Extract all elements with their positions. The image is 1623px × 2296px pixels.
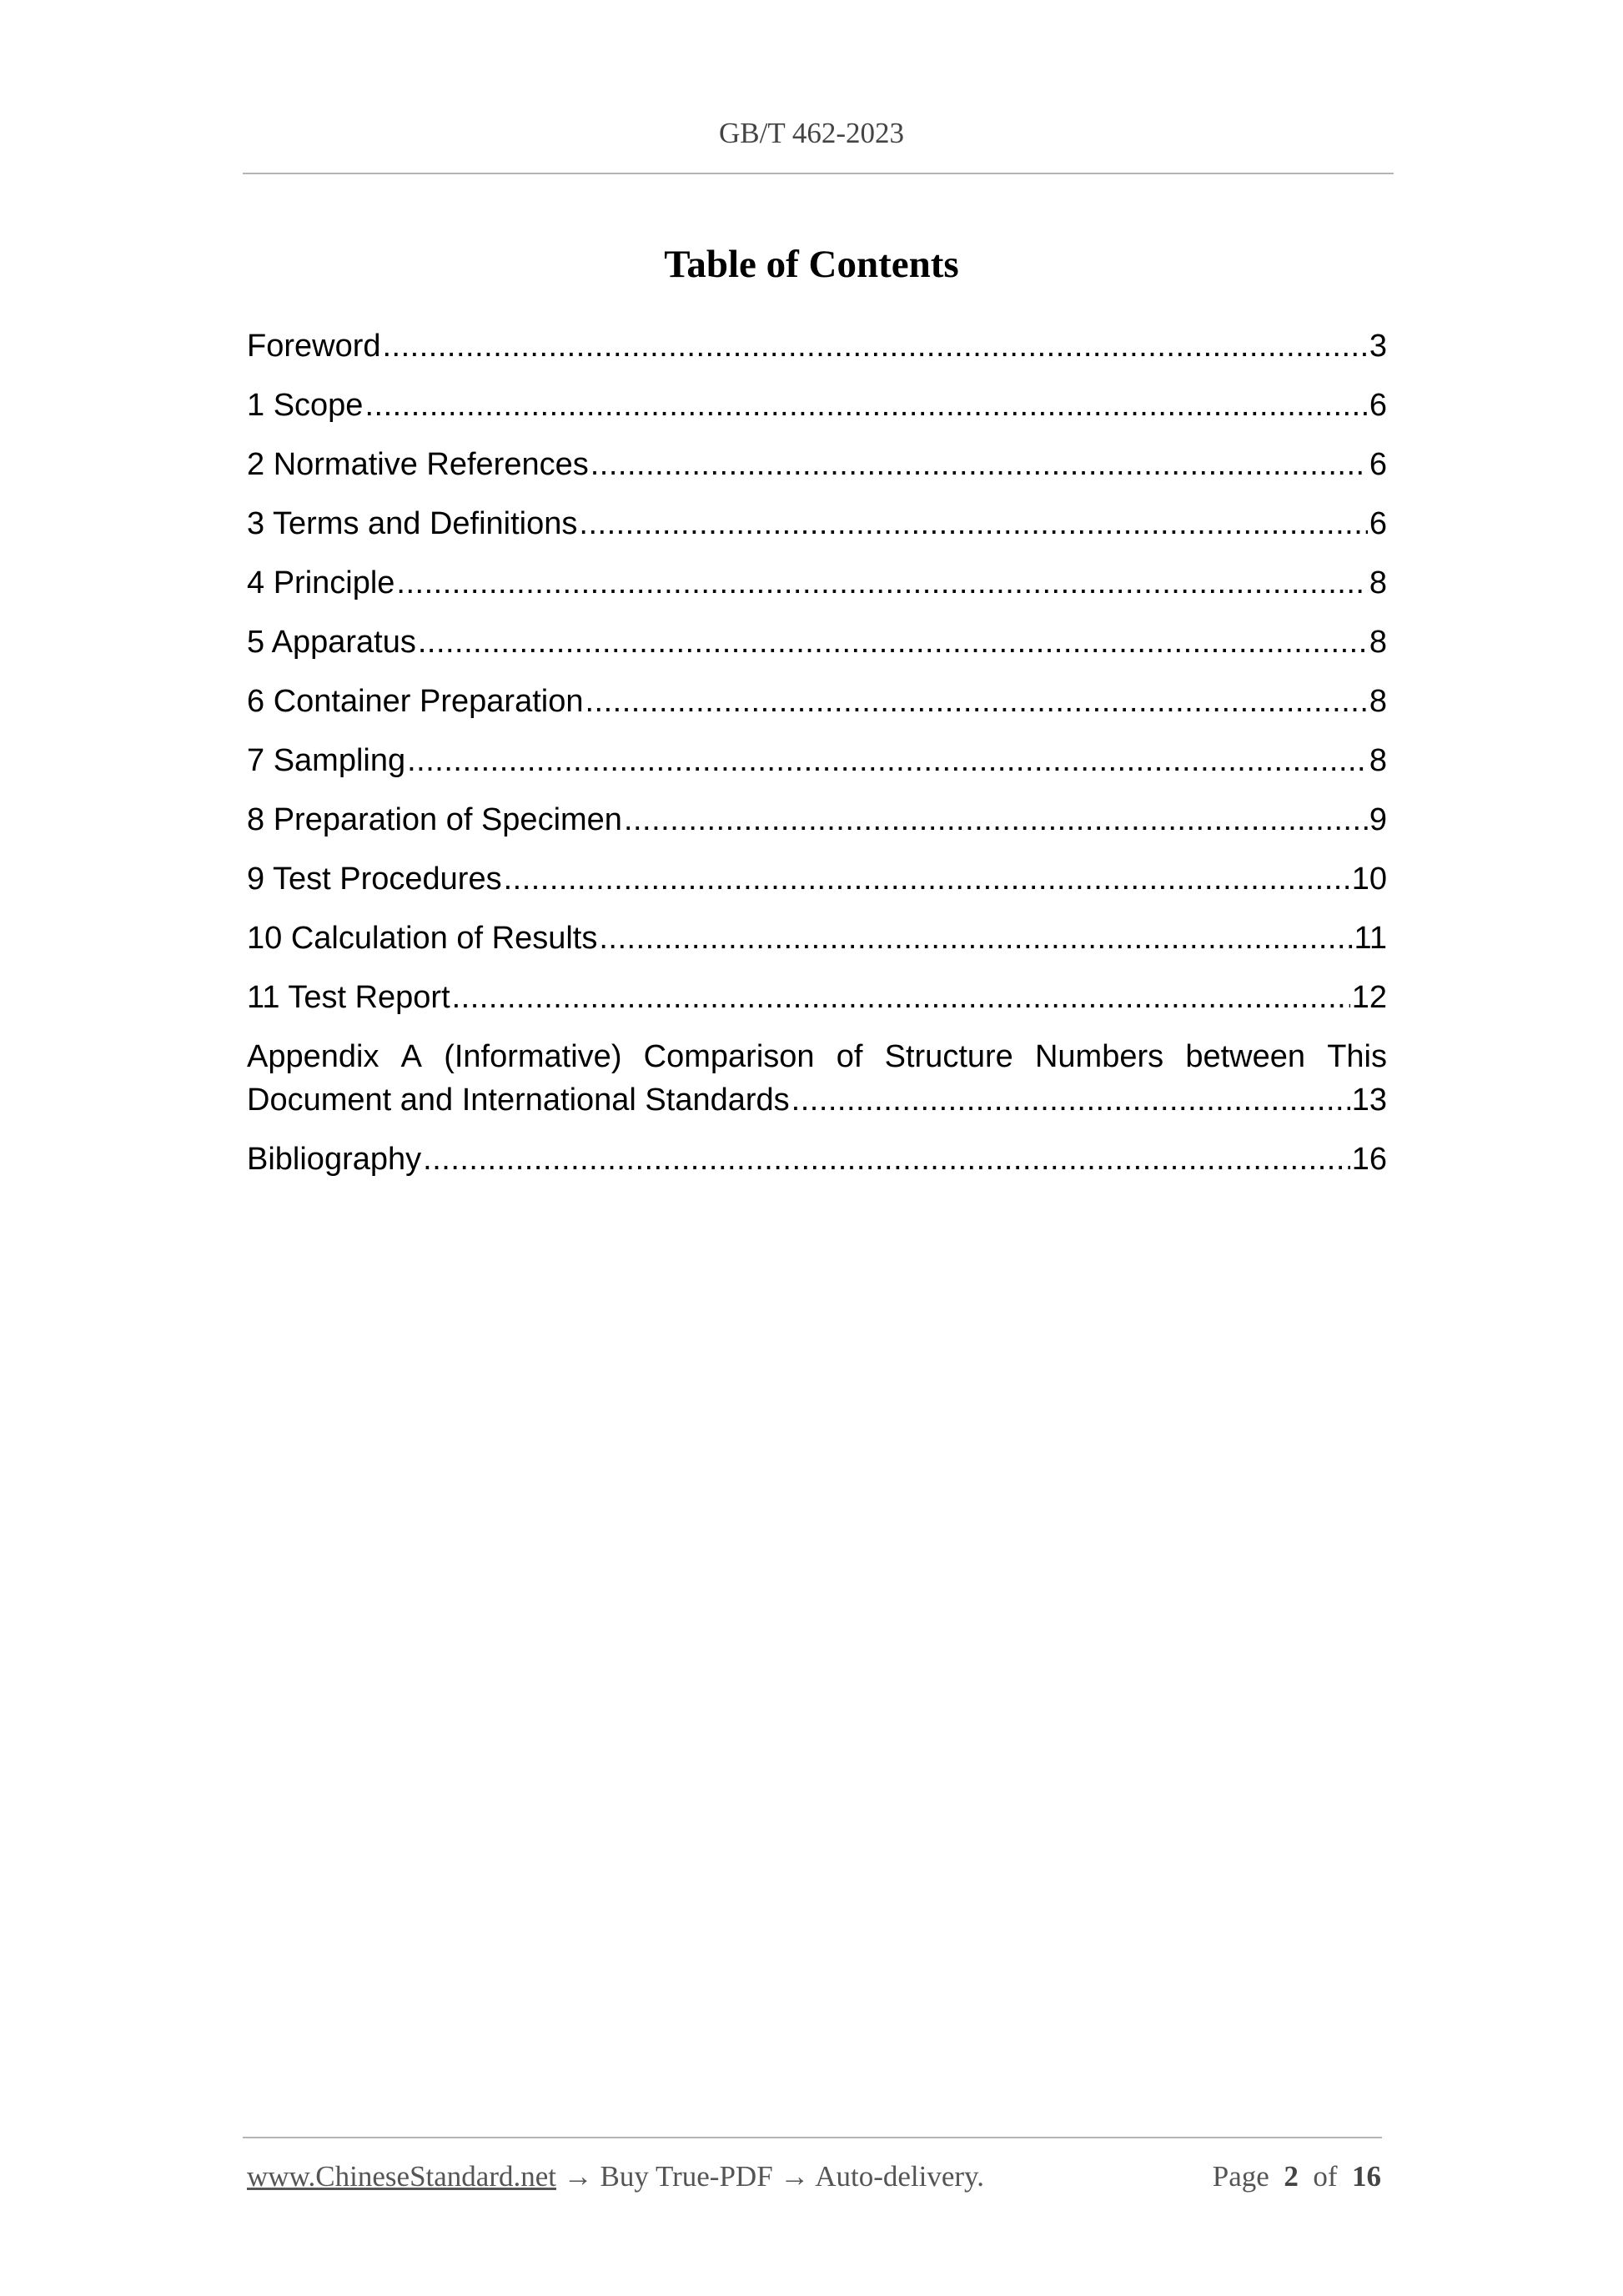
toc-entry-word: Appendix (247, 1039, 379, 1074)
page-footer (247, 2160, 1381, 2193)
dot-leader (396, 561, 1367, 605)
toc-entry-page: 16 (1351, 1142, 1387, 1177)
toc-entry-label: 10 Calculation of Results (247, 921, 598, 956)
toc-entry-page: 8 (1369, 743, 1387, 778)
toc-entry-label: 3 Terms and Definitions (247, 506, 578, 541)
dot-leader (624, 798, 1368, 842)
toc-entry-word: This (1327, 1039, 1387, 1074)
footer-promo (247, 2160, 984, 2193)
dot-leader (590, 443, 1368, 486)
dot-leader (585, 680, 1367, 723)
toc-entry-appendix-a[interactable] (247, 1035, 1387, 1122)
toc-entry-page: 6 (1369, 388, 1387, 423)
toc-entry-word: between (1185, 1039, 1305, 1074)
toc-entry-word: Structure (884, 1039, 1013, 1074)
dot-leader (599, 917, 1352, 960)
dot-leader (407, 739, 1368, 782)
toc-entry-page: 11 (1354, 921, 1387, 956)
toc-entry-test-procedures[interactable] (247, 857, 1387, 901)
toc-entry-page: 13 (1351, 1083, 1387, 1118)
page-header: GB/T 462-2023 (719, 117, 904, 149)
toc-entry-label: 7 Sampling (247, 743, 406, 778)
toc-entry-page: 3 (1369, 329, 1387, 364)
toc-entry-label: Bibliography (247, 1142, 422, 1177)
dot-leader (791, 1078, 1350, 1122)
header-divider (243, 173, 1394, 174)
toc-entry-preparation-of-specimen[interactable] (247, 798, 1387, 842)
toc-entry-label-line2: Document and International Standards (247, 1083, 790, 1118)
toc-entry-page: 8 (1369, 684, 1387, 719)
toc-entry-page: 10 (1351, 862, 1387, 897)
dot-leader (579, 502, 1367, 545)
toc-entry-word: Comparison (643, 1039, 815, 1074)
toc-entry-test-report[interactable] (247, 976, 1387, 1019)
table-of-contents (247, 324, 1387, 1197)
toc-entry-word: A (400, 1039, 423, 1074)
page-current: 2 (1284, 2160, 1299, 2193)
toc-entry-label: 4 Principle (247, 565, 395, 600)
page-of: of (1313, 2160, 1338, 2193)
toc-entry-label: Foreword (247, 329, 381, 364)
toc-entry-bibliography[interactable] (247, 1138, 1387, 1181)
toc-entry-label: 9 Test Procedures (247, 862, 502, 897)
page-prefix: Page (1212, 2160, 1269, 2193)
page-number (1213, 2160, 1381, 2193)
toc-entry-label: 2 Normative References (247, 447, 589, 482)
toc-entry-word: Numbers (1034, 1039, 1164, 1074)
toc-entry-label: 6 Container Preparation (247, 684, 584, 719)
toc-entry-label: 8 Preparation of Specimen (247, 802, 622, 837)
website-link[interactable]: www.ChineseStandard.net (247, 2160, 556, 2193)
toc-entry-page: 6 (1369, 506, 1387, 541)
toc-title: Table of Contents (664, 243, 959, 286)
toc-entry-page: 8 (1369, 625, 1387, 660)
toc-entry-scope[interactable] (247, 384, 1387, 427)
toc-entry-word: of (836, 1039, 863, 1074)
toc-entry-principle[interactable] (247, 561, 1387, 605)
toc-entry-foreword[interactable] (247, 324, 1387, 368)
toc-entry-terms-and-definitions[interactable] (247, 502, 1387, 545)
dot-leader (418, 620, 1368, 664)
footer-tagline: → Buy True-PDF → Auto-delivery. (556, 2160, 985, 2193)
toc-entry-apparatus[interactable] (247, 620, 1387, 664)
page-total: 16 (1352, 2160, 1381, 2193)
toc-entry-label: 1 Scope (247, 388, 364, 423)
toc-entry-page: 12 (1351, 980, 1387, 1015)
toc-entry-label: 11 Test Report (247, 980, 450, 1015)
dot-leader (452, 976, 1350, 1019)
toc-entry-label-line1 (247, 1035, 1387, 1078)
toc-entry-normative-references[interactable] (247, 443, 1387, 486)
dot-leader (504, 857, 1350, 901)
dot-leader (383, 324, 1368, 368)
toc-entry-container-preparation[interactable] (247, 680, 1387, 723)
toc-entry-label: 5 Apparatus (247, 625, 416, 660)
dot-leader (364, 384, 1367, 427)
toc-entry-page: 8 (1369, 565, 1387, 600)
toc-entry-page: 6 (1369, 447, 1387, 482)
toc-entry-calculation-of-results[interactable] (247, 917, 1387, 960)
dot-leader (423, 1138, 1350, 1181)
toc-entry-sampling[interactable] (247, 739, 1387, 782)
toc-entry-word: (Informative) (444, 1039, 622, 1074)
toc-entry-page: 9 (1369, 802, 1387, 837)
footer-divider (243, 2137, 1382, 2138)
